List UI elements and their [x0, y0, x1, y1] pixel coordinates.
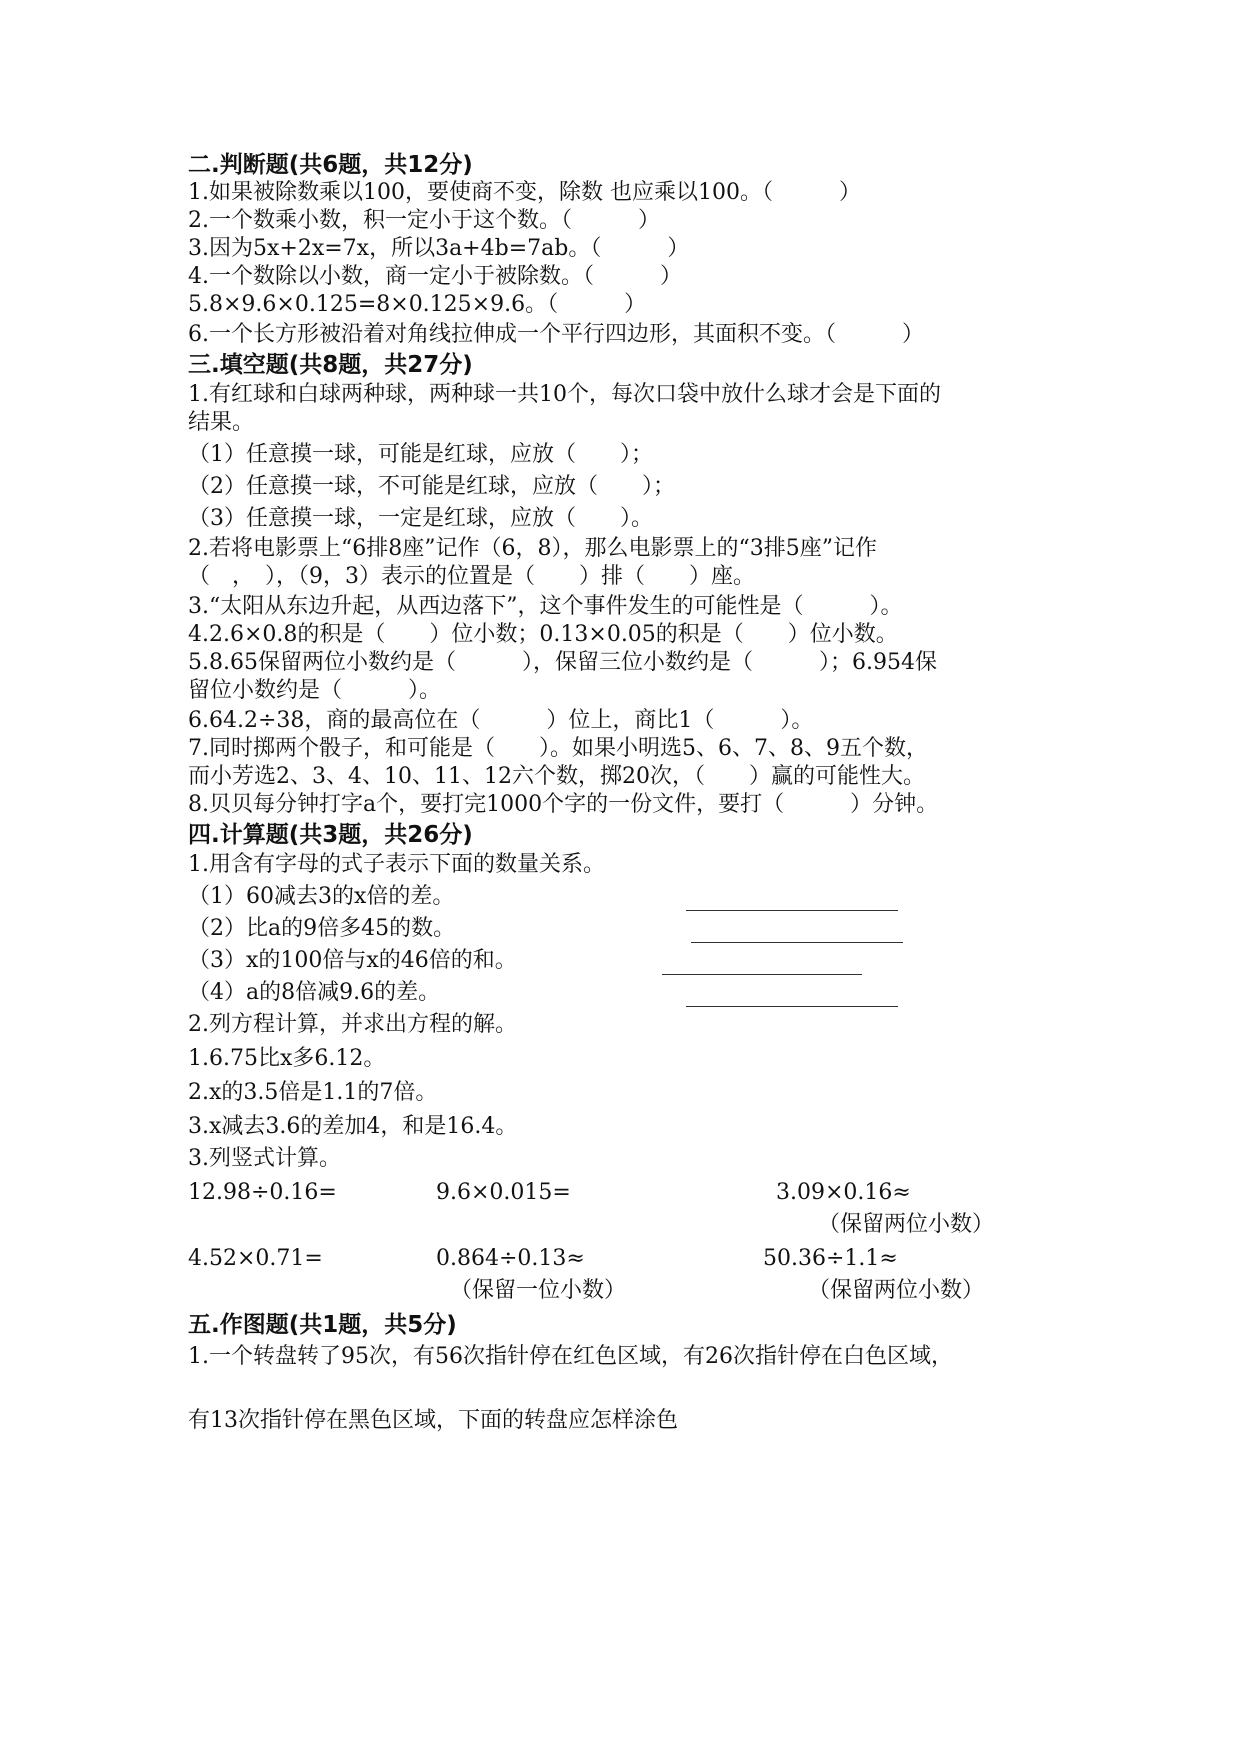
judge-q5: 5.8×9.6×0.125=8×0.125×9.6。（ ） [188, 292, 647, 317]
judge-q3: 3.因为5x+2x=7x，所以3a+4b=7ab。（ ） [188, 236, 690, 261]
judge-q1: 1.如果被除数乘以100，要使商不变，除数 也应乘以100。（ ） [188, 180, 861, 205]
calc-q3: 3.列竖式计算。 [188, 1146, 341, 1171]
fill-q1-part2: （2）任意摸一球，不可能是红球，应放（ ）； [188, 474, 675, 499]
fill-q2-line2: （ ， ），（9，3）表示的位置是（ ）排（ ）座。 [188, 564, 755, 589]
judge-q4: 4.一个数除以小数，商一定小于被除数。（ ） [188, 264, 682, 289]
calc-q2-item1: 1.6.75比x多6.12。 [188, 1046, 386, 1071]
answer-blank-4[interactable] [686, 1006, 898, 1007]
fill-q1-part1: （1）任意摸一球，可能是红球，应放（ ）； [188, 442, 653, 467]
calc-q1-part1: （1）60减去3的x倍的差。 [188, 884, 455, 909]
fill-q5-line2: 留位小数约是（ ）。 [188, 678, 442, 703]
section-4-title: 四.计算题(共3题，共26分) [188, 822, 473, 848]
judge-q2: 2.一个数乘小数，积一定小于这个数。（ ） [188, 208, 660, 233]
section-3-title: 三.填空题(共8题，共27分) [188, 352, 473, 378]
vertical-calc-2: 9.6×0.015= [436, 1180, 571, 1205]
fill-q3: 3.“太阳从东边升起，从西边落下”，这个事件发生的可能性是（ ）。 [188, 594, 903, 619]
fill-q7-line2: 而小芳选2、3、4、10、11、12六个数，掷20次，（ ）赢的可能性大。 [188, 764, 925, 789]
fill-q5-line1: 5.8.65保留两位小数约是（ ），保留三位小数约是（ ）；6.954保 [188, 650, 937, 675]
fill-q4: 4.2.6×0.8的积是（ ）位小数；0.13×0.05的积是（ ）位小数。 [188, 622, 898, 647]
draw-q1-line2: 有13次指针停在黑色区域，下面的转盘应怎样涂色 [188, 1408, 678, 1433]
calc-q2: 2.列方程计算，并求出方程的解。 [188, 1012, 517, 1037]
fill-q2-line1: 2.若将电影票上“6排8座”记作（6，8），那么电影票上的“3排5座”记作 [188, 536, 877, 561]
vertical-calc-3: 3.09×0.16≈ [776, 1180, 911, 1205]
answer-blank-3[interactable] [662, 974, 862, 975]
vertical-calc-6-note: （保留两位小数） [808, 1278, 985, 1303]
vertical-calc-3-note: （保留两位小数） [818, 1212, 995, 1237]
vertical-calc-5: 0.864÷0.13≈ [436, 1246, 585, 1271]
vertical-calc-5-note: （保留一位小数） [450, 1278, 627, 1303]
draw-q1-line1: 1.一个转盘转了95次，有56次指针停在红色区域，有26次指针停在白色区域， [188, 1344, 953, 1369]
calc-q1-part3: （3）x的100倍与x的46倍的和。 [188, 948, 517, 973]
fill-q1-line1: 1.有红球和白球两种球，两种球一共10个，每次口袋中放什么球才会是下面的 [188, 382, 941, 407]
fill-q7-line1: 7.同时掷两个骰子，和可能是（ ）。如果小明选5、6、7、8、9五个数， [188, 736, 928, 761]
section-2-title: 二.判断题(共6题，共12分) [188, 152, 473, 178]
fill-q6: 6.64.2÷38，商的最高位在（ ）位上，商比1（ ）。 [188, 708, 814, 733]
fill-q1-part3: （3）任意摸一球，一定是红球，应放（ ）。 [188, 506, 653, 531]
judge-q6: 6.一个长方形被沿着对角线拉伸成一个平行四边形，其面积不变。（ ） [188, 322, 924, 347]
answer-blank-1[interactable] [686, 910, 898, 911]
vertical-calc-1: 12.98÷0.16= [188, 1180, 337, 1205]
calc-q1: 1.用含有字母的式子表示下面的数量关系。 [188, 852, 605, 877]
vertical-calc-6: 50.36÷1.1≈ [763, 1246, 898, 1271]
calc-q2-item2: 2.x的3.5倍是1.1的7倍。 [188, 1080, 438, 1105]
calc-q1-part2: （2）比a的9倍多45的数。 [188, 916, 456, 941]
answer-blank-2[interactable] [691, 942, 903, 943]
calc-q1-part4: （4）a的8倍减9.6的差。 [188, 980, 441, 1005]
vertical-calc-4: 4.52×0.71= [188, 1246, 323, 1271]
calc-q2-item3: 3.x减去3.6的差加4，和是16.4。 [188, 1114, 518, 1139]
fill-q8: 8.贝贝每分钟打字a个，要打完1000个字的一份文件，要打（ ）分钟。 [188, 792, 939, 817]
fill-q1-line2: 结果。 [188, 410, 255, 435]
section-5-title: 五.作图题(共1题，共5分) [188, 1312, 457, 1338]
